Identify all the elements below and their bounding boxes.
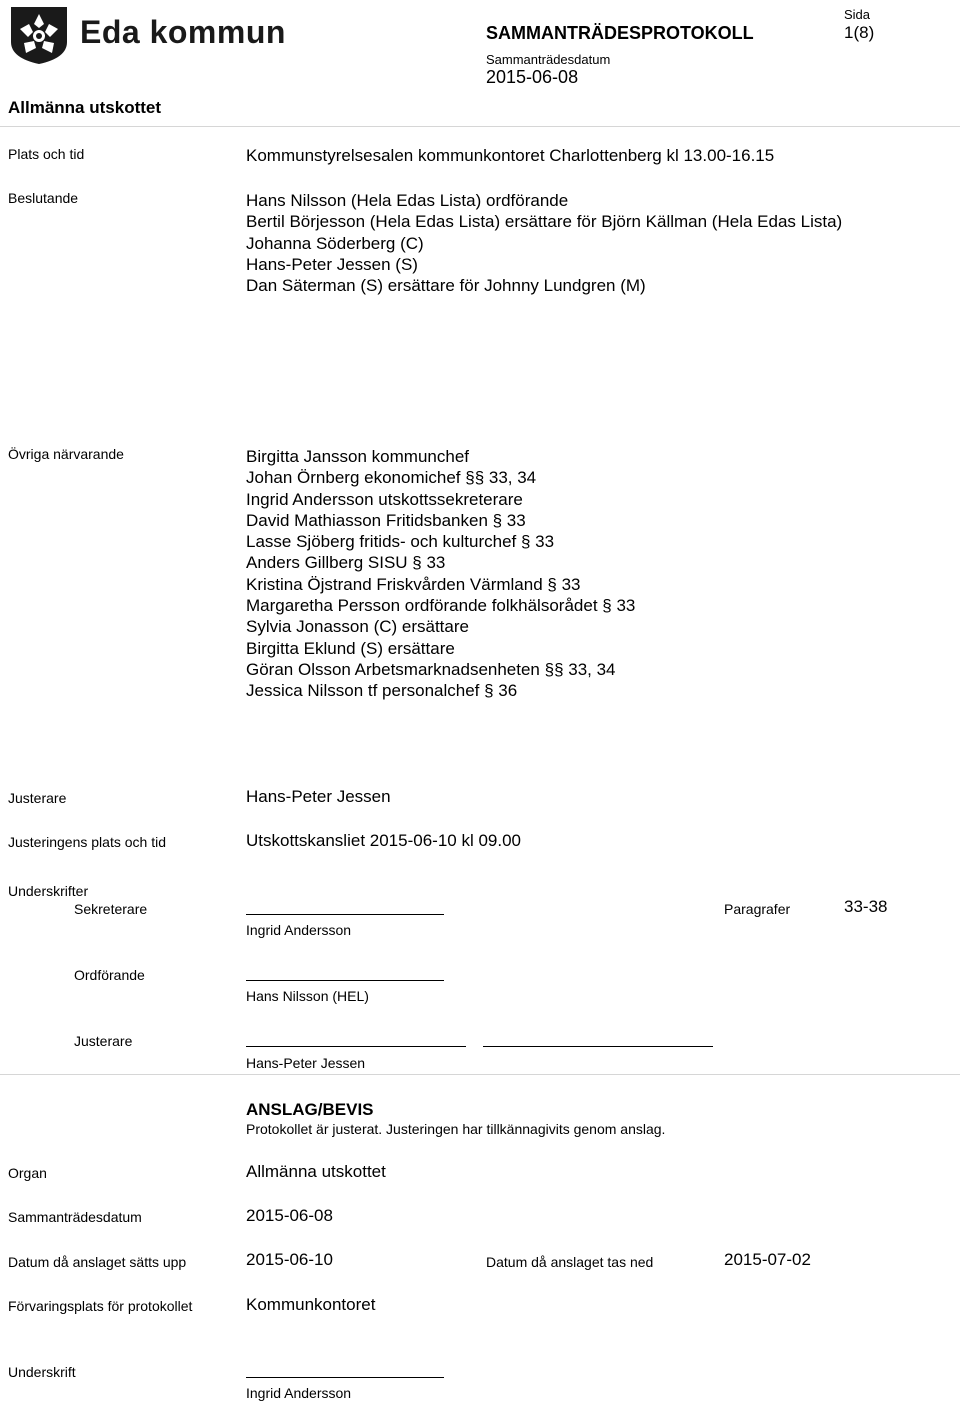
list-item: Lasse Sjöberg fritids- och kulturchef § 33 bbox=[246, 532, 555, 552]
adjuster-signature-label: Justerare bbox=[74, 1033, 133, 1049]
list-item: Anders Gillberg SISU § 33 bbox=[246, 553, 446, 573]
storage-value: Kommunkontoret bbox=[246, 1295, 376, 1314]
paragraphs-value: 33-38 bbox=[844, 897, 888, 916]
storage-label: Förvaringsplats för protokollet bbox=[8, 1298, 193, 1314]
others-label: Övriga närvarande bbox=[8, 446, 124, 462]
list-item: Johanna Söderberg (C) bbox=[246, 233, 424, 253]
deciding-label: Beslutande bbox=[8, 190, 79, 206]
chair-label: Ordförande bbox=[74, 967, 145, 983]
page-label: Sida bbox=[844, 7, 871, 22]
list-item: Kristina Öjstrand Friskvården Värmland § 33 bbox=[246, 574, 581, 594]
notice-title: ANSLAG/BEVIS bbox=[246, 1100, 374, 1119]
adjuster-name: Hans-Peter Jessen bbox=[246, 1055, 366, 1071]
notice-text: Protokollet är justerat. Justeringen har tillkännagivits genom anslag. bbox=[246, 1121, 666, 1137]
removed-label: Datum då anslaget tas ned bbox=[486, 1254, 654, 1270]
notice-signature-line bbox=[246, 1377, 444, 1378]
notice-signature-name: Ingrid Andersson bbox=[246, 1385, 352, 1401]
secretary-label: Sekreterare bbox=[74, 901, 148, 917]
adjuster-signature-line-2 bbox=[483, 1046, 713, 1047]
list-item: Sylvia Jonasson (C) ersättare bbox=[246, 617, 469, 637]
list-item: Göran Olsson Arbetsmarknadsenheten §§ 33, 34 bbox=[246, 659, 616, 679]
adjust-place-value: Utskottskansliet 2015-06-10 kl 09.00 bbox=[246, 831, 521, 850]
adjust-place-label: Justeringens plats och tid bbox=[8, 834, 166, 850]
deciding-list bbox=[246, 190, 842, 296]
posted-value: 2015-06-10 bbox=[246, 1250, 333, 1269]
list-item: David Mathiasson Fritidsbanken § 33 bbox=[246, 510, 526, 530]
posted-label: Datum då anslaget sätts upp bbox=[8, 1254, 187, 1270]
place-label: Plats och tid bbox=[8, 146, 85, 162]
place-value: Kommunstyrelsesalen kommunkontoret Charlottenberg kl 13.00-16.15 bbox=[246, 146, 775, 165]
page-number: 1(8) bbox=[844, 23, 875, 42]
header-divider bbox=[0, 126, 960, 127]
document-title: SAMMANTRÄDESPROTOKOLL bbox=[486, 23, 754, 43]
removed-value: 2015-07-02 bbox=[724, 1250, 811, 1269]
paragraphs-label: Paragrafer bbox=[724, 901, 791, 917]
committee-name: Allmänna utskottet bbox=[8, 98, 162, 117]
coat-of-arms-icon bbox=[8, 4, 70, 66]
adjuster-signature-line bbox=[246, 1046, 466, 1047]
list-item: Hans Nilsson (Hela Edas Lista) ordförande bbox=[246, 191, 569, 210]
adjuster-label: Justerare bbox=[8, 790, 67, 806]
notice-divider bbox=[0, 1074, 960, 1075]
list-item: Margaretha Persson ordförande folkhälsorådet § 33 bbox=[246, 596, 636, 616]
list-item: Birgitta Eklund (S) ersättare bbox=[246, 638, 455, 658]
chair-name: Hans Nilsson (HEL) bbox=[246, 988, 369, 1004]
signatures-label: Underskrifter bbox=[8, 883, 89, 899]
signature-label: Underskrift bbox=[8, 1364, 76, 1380]
list-item: Ingrid Andersson utskottssekreterare bbox=[246, 489, 523, 509]
meeting-date-label: Sammanträdesdatum bbox=[486, 52, 611, 67]
list-item: Dan Säterman (S) ersättare för Johnny Lundgren (M) bbox=[246, 276, 646, 296]
notice-date-label: Sammanträdesdatum bbox=[8, 1209, 142, 1225]
list-item: Jessica Nilsson tf personalchef § 36 bbox=[246, 681, 518, 701]
list-item: Bertil Börjesson (Hela Edas Lista) ersättare för Björn Källman (Hela Edas Lista) bbox=[246, 212, 843, 232]
notice-date-value: 2015-06-08 bbox=[246, 1206, 333, 1225]
secretary-signature-line bbox=[246, 914, 444, 915]
adjuster-value: Hans-Peter Jessen bbox=[246, 787, 391, 806]
secretary-name: Ingrid Andersson bbox=[246, 922, 352, 938]
logo-text: Eda kommun bbox=[80, 14, 286, 50]
others-list bbox=[246, 446, 635, 702]
municipality-logo bbox=[8, 4, 70, 66]
list-item: Birgitta Jansson kommunchef bbox=[246, 447, 469, 466]
meeting-date: 2015-06-08 bbox=[486, 67, 579, 87]
organ-label: Organ bbox=[8, 1165, 47, 1181]
list-item: Johan Örnberg ekonomichef §§ 33, 34 bbox=[246, 468, 537, 488]
list-item: Hans-Peter Jessen (S) bbox=[246, 254, 418, 274]
organ-value: Allmänna utskottet bbox=[246, 1162, 386, 1181]
chair-signature-line bbox=[246, 980, 444, 981]
